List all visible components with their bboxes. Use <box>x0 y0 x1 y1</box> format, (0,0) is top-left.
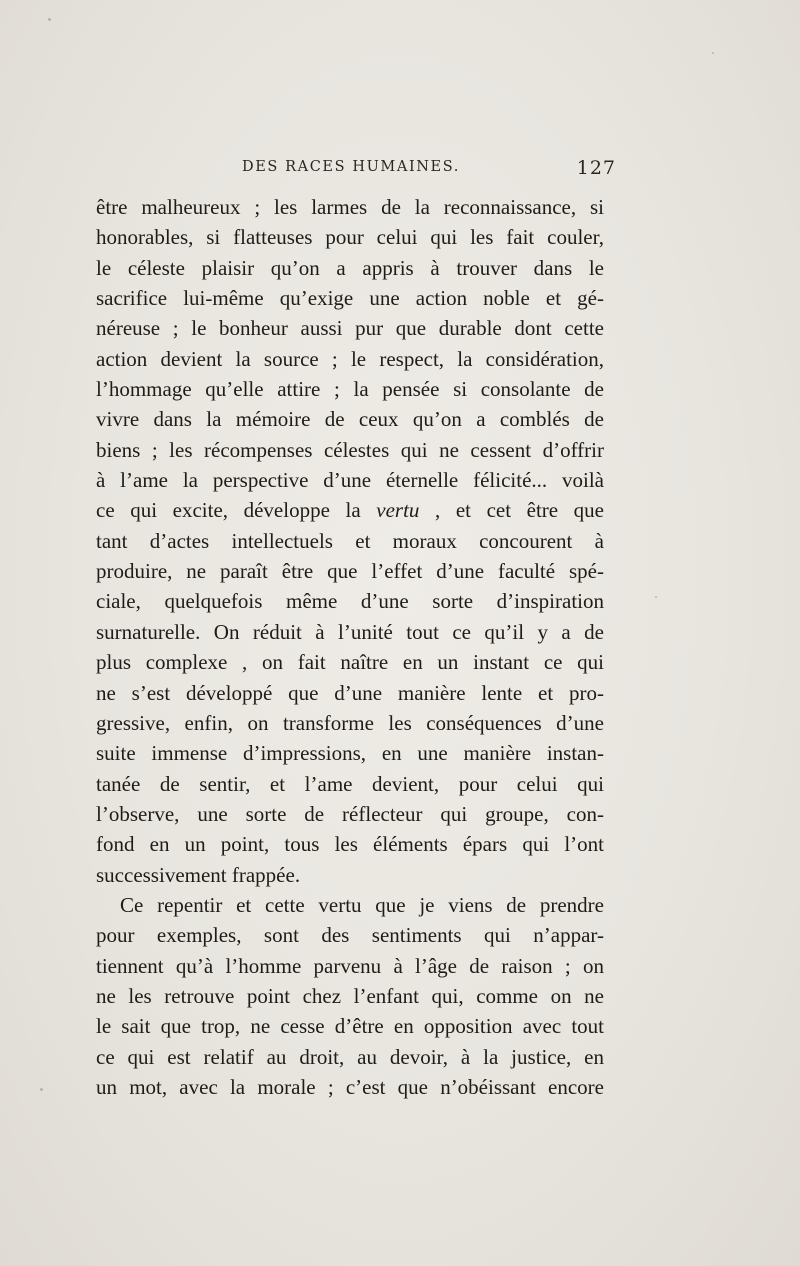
text-line: néreuse ; le bonheur aussi pur que durable dont cette <box>96 316 604 341</box>
text-line: ce qui est relatif au droit, au devoir, à la justice, en <box>96 1044 604 1069</box>
text-line: vivre dans la mémoire de ceux qu’on a comblés de <box>96 407 604 432</box>
text-line: surnaturelle. On réduit à l’unité tout ce qu’il y a de <box>96 619 604 644</box>
paper-speck <box>655 596 657 598</box>
page-number: 127 <box>576 157 616 179</box>
text-line: fond en un point, tous les éléments épars qui l’ont <box>96 832 604 857</box>
text-line: tiennent qu’à l’homme parvenu à l’âge de raison ; on <box>96 953 604 978</box>
text-line: ce qui excite, développe la vertu , et cet être que <box>96 498 605 523</box>
running-title: DES RACES HUMAINES. <box>242 159 460 175</box>
paper-speck <box>40 1088 43 1091</box>
text-line: tant d’actes intellectuels et moraux concourent à <box>96 528 604 553</box>
text-line: être malheureux ; les larmes de la reconnaissance, si <box>96 195 604 219</box>
text-line: un mot, avec la morale ; c’est que n’obéissant encore <box>96 1074 604 1099</box>
text-line: à l’ame la perspective d’une éternelle félicité... voilà <box>96 468 604 493</box>
text-line: tanée de sentir, et l’ame devient, pour celui qui <box>96 771 604 796</box>
page-header <box>96 159 616 183</box>
body-text <box>96 192 604 1102</box>
text-line: plus complexe , on fait naître en un instant ce qui <box>96 650 604 675</box>
text-line: l’observe, une sorte de réflecteur qui groupe, con- <box>96 801 604 826</box>
text-line: suite immense d’impressions, en une manière instan- <box>96 741 604 766</box>
text-line: produire, ne paraît être que l’effet d’une faculté spé- <box>96 559 604 584</box>
text-line: Ce repentir et cette vertu que je viens de prendre <box>120 892 604 917</box>
italic-word: vertu <box>376 498 420 523</box>
text-line: le sait que trop, ne cesse d’être en opposition avec tout <box>96 1014 604 1039</box>
text-line: successivement frappée. <box>96 862 301 887</box>
text-line: le céleste plaisir qu’on a appris à trouver dans le <box>96 255 604 280</box>
paper-speck <box>48 18 51 21</box>
paper-speck <box>712 52 714 54</box>
text-line: pour exemples, sont des sentiments qui n’appar- <box>96 923 604 948</box>
text-line: honorables, si flatteuses pour celui qui les fait couler, <box>96 225 604 250</box>
text-line: biens ; les récompenses célestes qui ne cessent d’offrir <box>96 437 604 462</box>
text-line: l’hommage qu’elle attire ; la pensée si consolante de <box>96 377 604 402</box>
text-line: action devient la source ; le respect, la considération, <box>96 346 604 371</box>
text-line: sacrifice lui-même qu’exige une action noble et gé- <box>96 286 604 311</box>
text-line: ne s’est développé que d’une manière lente et pro- <box>96 680 604 705</box>
text-line: ciale, quelquefois même d’une sorte d’inspiration <box>96 589 604 614</box>
text-line: ne les retrouve point chez l’enfant qui, comme on ne <box>96 983 604 1008</box>
text-line: gressive, enfin, on transforme les conséquences d’une <box>96 710 604 735</box>
